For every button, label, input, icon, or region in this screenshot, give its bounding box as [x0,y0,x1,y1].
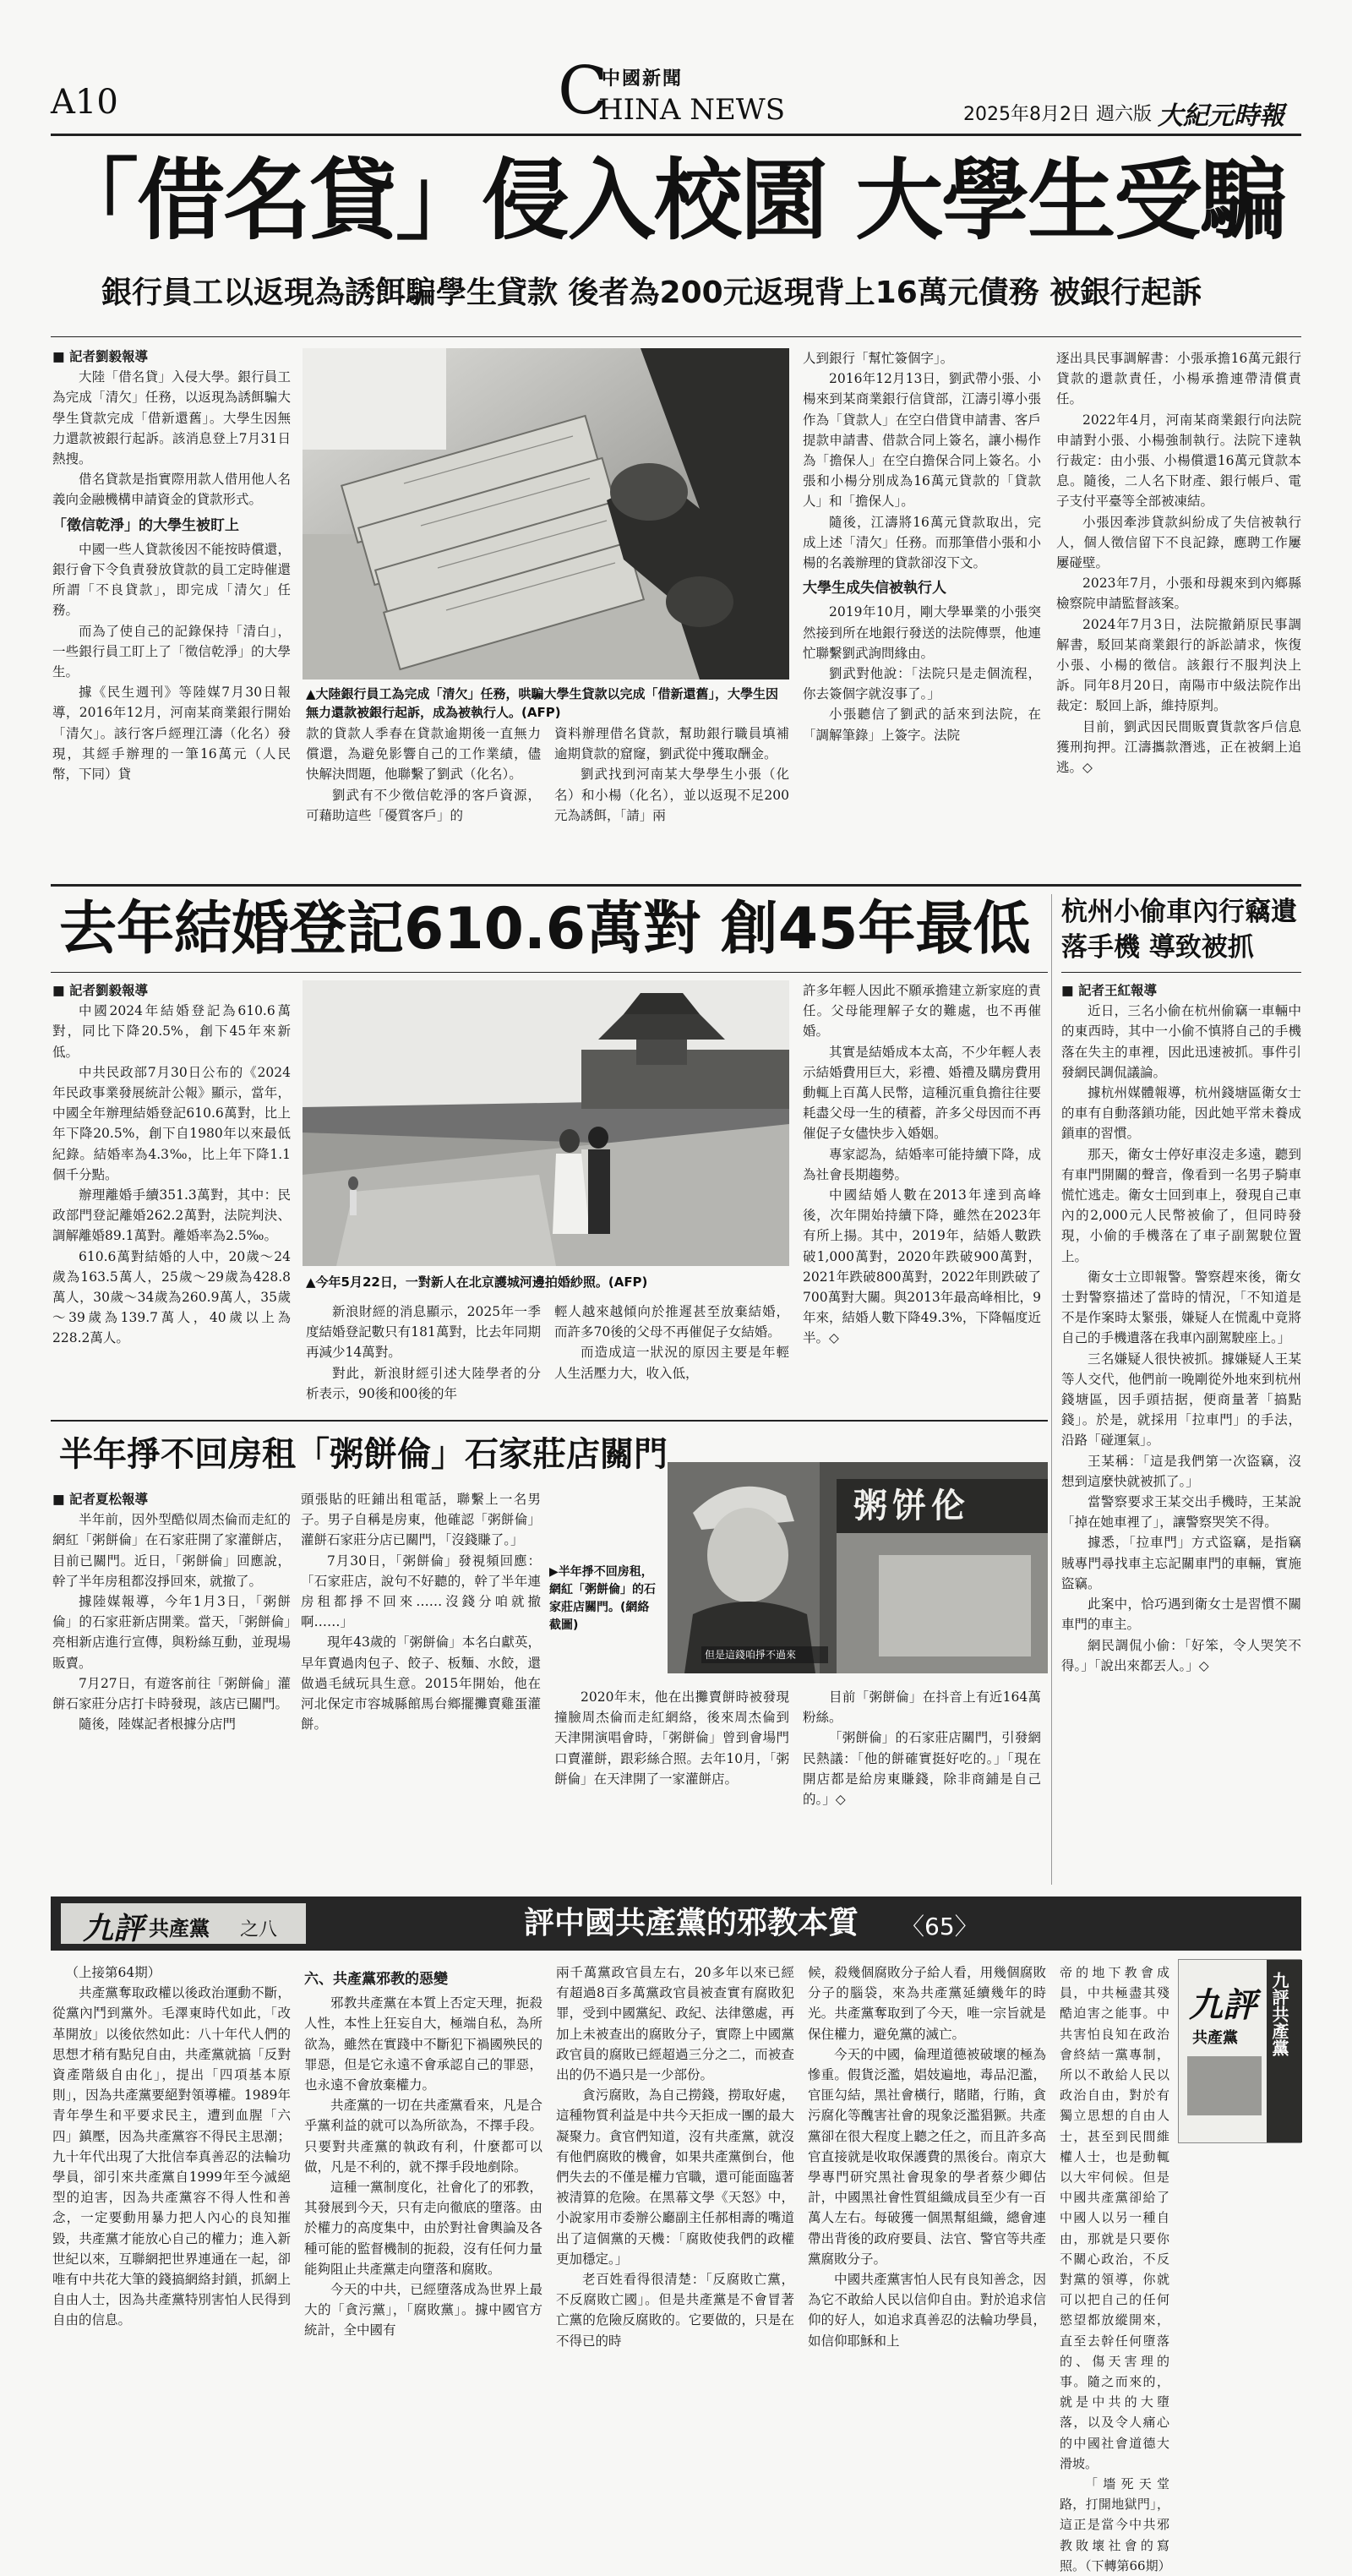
series-logo: 九評 [83,1911,144,1946]
paragraph: 邪教共產黨在本質上否定天理，扼殺人性，本性上狂妄自大，極端自私，為所欲為，雖然在實踐中不斷犯下禍國殃民的罪惡，但是它永遠不會承認自己的罪惡，也永遠不會放棄權力。 [304,1995,542,2093]
paragraph: 對此，新浪財經引述大陸學者的分析表示，90後和00後的年 [306,1365,541,1401]
vendor-photo [668,1462,1048,1673]
paragraph: 據悉，「拉車門」方式盜竊，是指竊賊專門尋找車主忘記關車門的車輛，實施盜竊。 [1061,1535,1301,1591]
paragraph: 據杭州媒體報導，杭州錢塘區衛女士的車有自動落鎖功能，因此她平常未養成鎖車的習慣。 [1061,1085,1301,1142]
a5-col1 [52,1962,291,2436]
paragraph: 現年43歲的「粥餅倫」本名白獻英，早年賣過肉包子、餃子、板麵、水餃，還做過毛絨玩具生意。2015年開始，他在河北保定市容城縣館馬台鄉擺攤賣雞蛋灌餅。 [301,1635,541,1733]
book-cover [1178,1959,1301,2143]
paragraph: 2023年7月，小張和母親來到內鄉縣檢察院申請監督該案。 [1056,576,1301,612]
logo-en: HINA NEWS [598,93,785,127]
paragraph: 共產黨奪取政權以後政治運動不斷，從黨內鬥到黨外。毛澤東時代如此，「改革開放」以後依然如此：八十年代人們的思想才稍有點兒自由，共產黨就搞「反對資產階級自由化」，提出「四項基本原則」，因為共產黨要絕對領導權。1989年青年學生和平要求民主，遭到血腥「六四」鎮壓，因為共產黨容不得民主思潮；九十年代出現了大批信奉真善忍的法輪功學員，卻引來共產黨自1999年至今滅絕型的迫害，因為共產黨容不得人性和善念，一定要動用暴力把人內心的良知摧毀，共產黨才能放心自己的權力；進入新世紀以來，互聯網把世界連通在一起，卻唯有中共花大筆的錢搞網絡封鎖，抓網上自由人士，因為共產黨特別害怕人民得到自由的信息。 [52,1985,291,2328]
byline: ■ 記者夏松報導 [52,1492,149,1507]
paragraph: 7月30日，「粥餅倫」發視頻回應：「石家莊店，說句不好聽的，幹了半年連房租都掙不回來……沒錢分咱就撤啊……」 [301,1553,541,1630]
book-cover-flag [1187,2056,1262,2115]
paragraph: 輕人越來越傾向於推遲甚至放棄結婚，而許多70後的父母不再催促子女結婚。 [554,1304,789,1340]
paragraph: 半年前，因外型酷似周杰倫而走紅的網紅「粥餅倫」在石家莊開了家灌餅店，目前已關門。近日，「粥餅倫」回應說，幹了半年房租都沒掙回來，就撤了。 [52,1512,291,1589]
paragraph: 頭張貼的旺鋪出租電話，聯繫上一名男子。男子自稱是房東，他確認「粥餅倫」灌餅石家莊分店已關門，「沒錢賺了。」 [301,1492,541,1548]
paragraph: 劉武對他說：「法院只是走個流程，你去簽個字就沒事了。」 [803,666,1041,702]
paragraph: 借名貸款是指實際用款人借用他人名義向金融機構申請資金的貸款形式。 [52,472,291,508]
a2-col1 [52,980,291,1413]
a4-col4 [803,1687,1041,1876]
paragraph: 兩千萬黨政官員左右，20多年以來已經有超過8百多萬黨政官員被查實有腐敗犯罪，受到中國黨紀、政紀、法律懲處，再加上未被查出的腐敗分子，實際上中國黨政官員的腐敗已經超過三分之二，而被查出的仍不過只是一少部份。 [556,1965,794,2083]
subheading: 「徵信乾淨」的大學生被盯上 [52,516,239,534]
masthead-rule [51,134,1301,136]
paragraph: 中共民政部7月30日公布的《2024年民政事業發展統計公報》顯示，當年，中國全年辦理結婚登記610.6萬對，比上年下降20.5%，創下自1980年以來最低紀錄。結婚率為4.3‰，比上年下降1.1個千分點。 [52,1064,291,1182]
a2-col4 [803,980,1041,1413]
paragraph: 候，殺幾個腐敗分子給人看，用幾個腐敗分子的腦袋，來為共產黨延續幾年的時光。共產黨奪取到了今天，唯一宗旨就是保住權力，避免黨的滅亡。 [808,1965,1046,2042]
book-cover-logo: 九評 [1189,1985,1257,2025]
paragraph: 款的貸款人季春在貸款逾期後一直無力償還，為避免影響自己的工作業績，儘快解決問題，他聯繫了劉武（化名）。 [306,726,541,783]
paragraph: 貪污腐敗，為自己撈錢，撈取好處，這種物質利益是中共今天拒成一團的最大凝聚力。貪官們知道，沒有共產黨，就沒有他們腐敗的機會，如果共產黨倒台，他們失去的不僅是權力官職，還可能面臨著被清算的危險。在黑幕文學《天怒》中，小說家用市委辦公廳副主任郝相壽的嘴道出了這個黨的天機：「腐敗使我們的政權更加穩定。」 [556,2088,794,2267]
series-logo-box [61,1903,306,1944]
paragraph: 帝的地下教會成員，中共極盡其殘酷迫害之能事。中共害怕良知在政治會終結一黨專制，所以不敢給人民以政治自由，對於有獨立思想的自由人士，甚至到民間維權人士，也是動輒以大牢伺候。但是中國共產黨卻給了中國人以另一種自由，那就是只要你不關心政治，不反對黨的領導，你就可以把自己的任何慾望都放縱開來，直至去幹任何墮落的、傷天害理的事。隨之而來的，就是中共的大墮落，以及令人痛心的中國社會道德大滑坡。 [1060,1965,1169,2471]
paragraph: 2019年10月，剛大學畢業的小張突然接到所在地銀行發送的法院傳票，他連忙聯繫劉武詢問緣由。 [803,604,1041,661]
a1-col1 [52,347,291,879]
masthead [51,53,1301,131]
paragraph: 大陸「借名貸」入侵大學。銀行員工為完成「清欠」任務，以返現為誘餌騙大學生貸款完成「借新還舊」。大學生因無力還款被銀行起訴。該消息登上7月31日熱搜。 [52,369,291,467]
byline: ■ 記者劉毅報導 [52,983,149,998]
paragraph: 「粥餅倫」的石家莊店關門，引發網民熱議：「他的餅確實挺好吃的。」「現在開店都是給房東賺錢，除非商鋪是自己的。」◇ [803,1730,1041,1808]
paragraph: 共產黨的一切在共產黨看來，凡是合乎黨利益的就可以為所欲為，不擇手段。只要對共產黨的執政有利，什麼都可以做，凡是不利的，就不擇手段地剷除。 [304,2098,542,2175]
paragraph: 7月27日，有遊客前往「粥餅倫」灌餅石家莊分店打卡時發現，該店已關門。 [52,1675,291,1712]
paragraph: 許多年輕人因此不願承擔建立新家庭的責任。父母能理解子女的難處，也不再催婚。 [803,983,1041,1040]
paragraph: 此案中，恰巧遇到衛女士是習慣不關車門的車主。 [1061,1596,1301,1633]
a2-col3 [554,1302,789,1413]
a5-col5 [1060,1962,1171,2573]
paragraph: 而造成這一狀況的原因主要是年輕人生活壓力大，收入低， [554,1345,789,1381]
paragraph: 當警察要求王某交出手機時，王某說「掉在她車裡了」，讓警察哭笑不得。 [1061,1494,1301,1531]
video-subtitle: 但是這錢咱掙不過來 [705,1649,797,1661]
a1-top-rule [51,336,1301,337]
paragraph: 今天的中國，倫理道德被破壞的極為慘重。假貨泛濫，娼妓遍地，毒品氾濫，官匪勾結，黑社會橫行，賭賭，行賄，貪污腐化等醜害社會的現象泛濫猖獗。共產黨卻在很大程度上聽之任之，而且許多高官直接就是收取保護費的黑後台。南京大學專門研究黑社會現象的學者蔡少卿估計，中國黑社會性質組織成員至少有一百萬人左右。每破獲一個黑幫組織，總會連帶出背後的政府要員、法官、警官等共產黨腐敗分子。 [808,2046,1046,2267]
paragraph: 隨後，陸媒記者根據分店門 [79,1716,237,1733]
a3-divider [1051,894,1052,1885]
paragraph: 王某稱：「這是我們第一次盜竊，沒想到這麼快就被抓了。」 [1061,1453,1301,1489]
paragraph: 據《民生週刊》等陸媒7月30日報導，2016年12月，河南某商業銀行開始「清欠」。該行客戶經理江濤（化名）發現，其經手辦理的一筆16萬元（人民幣，下同）貸 [52,685,291,783]
a1-col5 [1056,348,1301,879]
paragraph: 劉武找到河南某大學學生小張（化名）和小楊（化名），並以返現不足200元為誘餌，「請」兩 [554,767,789,823]
a2-top-rule [51,972,1048,973]
paragraph: 目前，劉武因民間販賣貨款客戶信息獲刑拘押。江濤攜款潛逃，正在被網上追逃。◇ [1056,718,1301,776]
paragraph: 專家認為，結婚率可能持續下降，成為社會長期趨勢。 [803,1146,1041,1182]
paragraph: 中國一些人貸款後因不能按時償還，銀行會下令負責發放貸款的員工定時催還所謂「不良貸款」，即完成「清欠」任務。 [52,541,291,619]
paragraph: 「墻死天堂路，打開地獄門」，這正是當今中共邪教敗壞社會的寫照。（下轉第66期） [1060,2476,1171,2573]
paragraph: 目前「粥餅倫」在抖音上有近164萬粉絲。 [803,1689,1041,1726]
bank-cash-photo [303,348,789,679]
page-number: A10 [51,83,118,122]
a1-col2 [306,723,541,879]
paragraph: 逐出具民事調解書：小張承擔16萬元銀行貸款的還款責任，小楊承擔連帶清償責任。 [1056,351,1301,407]
byline: ■ 記者王紅報導 [1061,983,1158,998]
paragraph: 今天的中共，已經墮落成為世界上最大的「貪污黨」，「腐敗黨」。據中國官方統計，全中國有 [304,2282,542,2339]
paragraph: 近日，三名小偷在杭州偷竊一車輛中的東西時，其中一小偷不慎將自己的手機落在失主的車裡，因此迅速被抓。事件引發網民調侃議論。 [1061,1003,1301,1080]
paragraph: 中國結婚人數在2013年達到高峰後，次年開始持續下降，雖然在2023年有所上揚。其中，2019年，結婚人數跌破1,000萬對，2020年跌破900萬對，2021年跌破800萬對，2022年則跌破了700萬對大關。與2013年最高峰相比，9年來，結婚人數下降49.3%，下降幅度近半。◇ [803,1187,1041,1346]
a5-col2 [304,1962,542,2436]
a2-headline: 去年結婚登記610.6萬對 創45年最低 [59,896,1031,963]
series-title: 評中國共產黨的邪教本質 [524,1906,859,1940]
paragraph: 其實是結婚成本太高，不少年輕人表示結婚費用巨大，彩禮、婚禮及購房費用動輒上百萬人民幣，這種沉重負擔往往要耗盡父母一生的積蓄，許多父母因而不再催促子女儘快步入婚姻。 [803,1044,1041,1142]
paragraph: 2020年末，他在出攤賣餅時被發現撞臉周杰倫而走紅網絡，後來周杰倫到天津開演唱會時，「粥餅倫」曾到會場門口賣灌餅，跟彩絲合照。去年10月，「粥餅倫」在天津開了一家灌餅店。 [554,1689,789,1787]
paragraph: 據陸媒報導，今年1月3日，「粥餅倫」的石家莊新店開業。當天，「粥餅倫」亮相新店進行宣傳，與粉絲互動，並現場販賣。 [52,1594,291,1671]
a3-body [1061,980,1301,1883]
paragraph: 網民調侃小偷：「好笨，令人哭笑不得。」「說出來都丟人。」◇ [1061,1637,1301,1673]
paragraph: 2022年4月，河南某商業銀行向法院申請對小張、小楊強制執行。法院下達執行裁定：由小張、小楊償還16萬元貸款本息。隨後，二人名下財產、銀行帳戶、電子支付平臺等全部被凍結。 [1056,412,1301,510]
series-number: 之八 [240,1919,278,1940]
wedding-photo [303,980,789,1266]
a4-headline: 半年掙不回房租「粥餅倫」石家莊店關門 [59,1435,668,1474]
paragraph: 三名嫌疑人很快被抓。據嫌疑人王某等人交代，他們前一晚剛從外地來到杭州錢塘區，因手頭拮据，便商量著「搞點錢」。於是，就採用「拉車門」的手法，沿路「碰運氣」。 [1061,1351,1301,1449]
paper-name: 大紀元時報 [1158,101,1284,131]
paragraph: 隨後，江濤將16萬元貸款取出，完成上述「清欠」任務。而那筆借小張和小楊的名義辦理的貸款卻沒下文。 [803,514,1041,571]
a4-col3 [554,1687,789,1876]
logo-c: C [558,53,608,129]
a1-col3 [554,723,789,879]
logo-cn: 中國新聞 [602,68,684,90]
a2-bottom-rule [51,1420,1048,1422]
paragraph: 新浪財經的消息顯示，2025年一季度結婚登記數只有181萬對，比去年同期再減少14萬對。 [306,1304,541,1361]
a4-caption: ▶半年掙不回房租，網紅「粥餅倫」的石家莊店關門。(網絡截圖) [549,1565,656,1632]
paragraph: 2016年12月13日，劉武帶小張、小楊來到某商業銀行信貸部，江濤引導小張作為「貸款人」在空白借貸申請書、客戶提款申請書、借款合同上簽名，讓小楊作為「擔保人」在空白擔保合同上簽名。小張和小楊分別成為16萬元貸款的「貸款人」和「擔保人」。 [803,371,1041,510]
a2-col2 [306,1302,541,1413]
paragraph: 劉武有不少徵信乾淨的客戶資源，可藉助這些「優質客戶」的 [306,787,541,823]
paragraph: 而為了使自己的記錄保持「清白」，一些銀行員工盯上了「徵信乾淨」的大學生。 [52,623,291,680]
paragraph: 610.6萬對結婚的人中，20歲～24歲為163.5萬人，25歲～29歲為428.8萬人，30歲～34歲為260.9萬人，35歲～39歲為139.7萬人，40歲以上為228.2萬人。 [52,1248,291,1346]
paragraph: 人到銀行「幫忙簽個字」。 [803,351,954,366]
logo [549,53,820,129]
paragraph: 小張聽信了劉武的話來到法院，在「調解筆錄」上簽字。法院 [803,707,1041,743]
a2-caption: ▲今年5月22日，一對新人在北京護城河邊拍婚紗照。(AFP) [306,1274,648,1290]
a3-rule [1061,972,1301,973]
a5-col3 [556,1962,794,2436]
a5-col4 [808,1962,1046,2436]
a1-subhead: 銀行員工以返現為誘餌騙學生貸款 後者為200元返現背上16萬元債務 被銀行起訴 [101,276,1202,310]
issue-date: 2025年8月2日 週六版 [963,104,1152,125]
series-episode: 〈65〉 [901,1913,979,1940]
subheading: 大學生成失信被執行人 [803,580,946,598]
a4-col2 [301,1489,541,1876]
byline: ■ 記者劉毅報導 [52,349,149,364]
series-banner [51,1897,1301,1951]
a1-headline: 「借名貸」侵入校園 大學生受騙 [51,148,1287,252]
a1-bottom-rule [51,884,1301,887]
book-cover-sub: 共產黨 [1192,2029,1238,2047]
paragraph: 衛女士立即報警。警察趕來後，衛女士對警察描述了當時的情況，「不知道是不是作案時太緊張，嫌疑人在慌亂中竟將自己的手機遺落在我車內副駕駛座上。」 [1061,1269,1301,1346]
paragraph: 資料辦理借名貸款，幫助銀行職員填補逾期貸款的窟窿，劉武從中獲取酬金。 [554,726,789,762]
paragraph: 這種一黨制度化，社會化了的邪教，其發展到今天，只有走向徹底的墮落。由於權力的高度集中，由於對社會輿論及各種可能的監督機制的扼殺，沒有任何力量能夠阻止共產黨走向墮落和腐敗。 [304,2180,542,2277]
subheading: 六、共產黨邪教的惡變 [304,1971,448,1988]
a1-caption: ▲大陸銀行員工為完成「清欠」任務，哄騙大學生貸款以完成「借新還舊」，大學生因無力還款被銀行起訴，成為被執行人。(AFP) [306,686,779,720]
continued-note: （上接第64期） [65,1965,161,1980]
paragraph: 辦理離婚手續351.3萬對，其中：民政部門登記離婚262.2萬對，法院判決、調解離婚89.1萬對。離婚率為2.5‰。 [52,1187,291,1244]
paragraph: 中國共產黨害怕人民有良知善念，因為它不敢給人民以信仰自由。對於追求信仰的好人，如追求真善忍的法輪功學員，如信仰耶穌和上 [808,2272,1046,2349]
shop-sign: 粥饼伦 [853,1487,970,1525]
paragraph: 那天，衛女士停好車沒走多遠，聽到有車門開關的聲音，像看到一名男子騎車慌忙逃走。衛女士回到車上，發現自己車內的2,000元人民幣被偷了，但同時發現，小偷的手機落在了車子副駕駛位置上。 [1061,1146,1301,1264]
paragraph: 中國2024年結婚登記為610.6萬對，同比下降20.5%，創下45年來新低。 [52,1003,291,1060]
a1-col4 [803,348,1041,879]
series-logo-sub: 共產黨 [149,1917,210,1940]
a3-headline: 杭州小偷車內行竊遺落手機 導致被抓 [1061,897,1297,963]
book-spine-title: 九評共產黨 [1269,1972,1289,2056]
paragraph: 小張因牽涉貸款糾紛成了失信被執行人，個人徵信留下不良記錄，應聘工作屢屢碰壁。 [1056,514,1301,571]
a4-col1 [52,1489,291,1876]
paragraph: 老百姓看得很清楚：「反腐敗亡黨，不反腐敗亡國」。但是共產黨是不會冒著亡黨的危險反腐敗的。它要做的，只是在不得已的時 [556,2272,794,2349]
paragraph: 2024年7月3日，法院撤銷原民事調解書，駁回某商業銀行的訴訟請求，恢復小張、小楊的徵信。該銀行不服判決上訴。同年8月20日，南陽市中級法院作出裁定：駁回上訴，維持原判。 [1056,616,1301,714]
